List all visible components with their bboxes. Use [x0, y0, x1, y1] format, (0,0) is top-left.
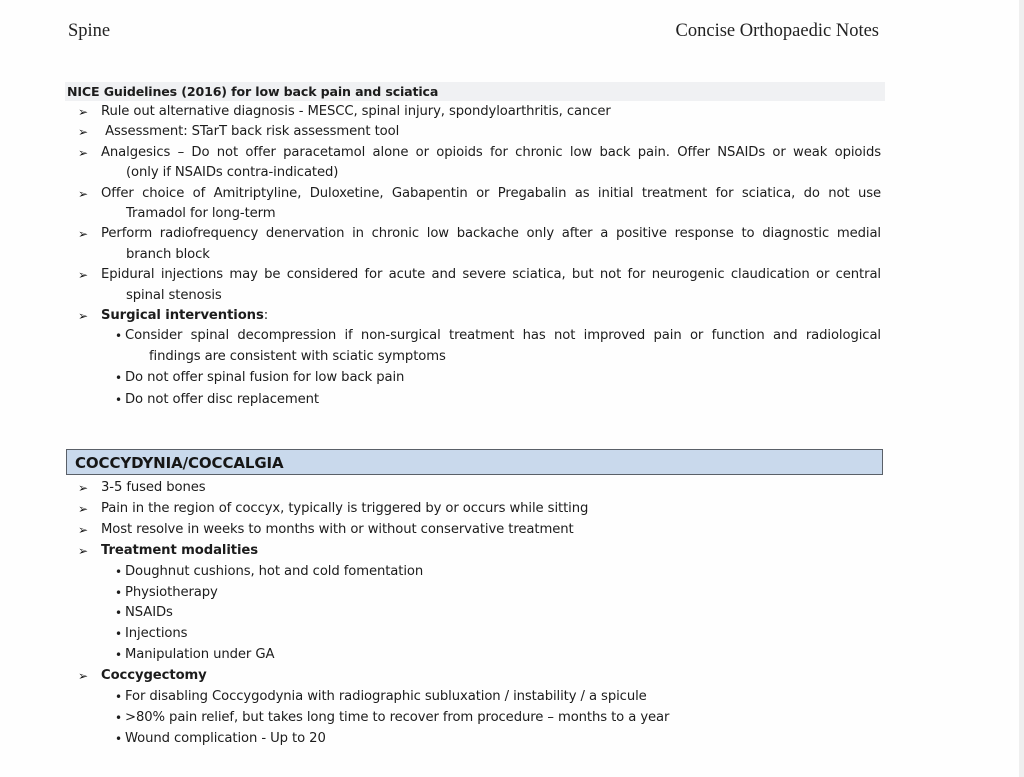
sub-list-item: • Doughnut cushions, hot and cold fomentation [78, 562, 881, 583]
arrow-bullet-icon: ➢ [78, 309, 88, 324]
sub-list-item: • >80% pain relief, but takes long time to recover from procedure – months to a year [78, 708, 881, 729]
running-head-right: Concise Orthopaedic Notes [675, 21, 879, 41]
arrow-bullet-icon: ➢ [78, 186, 88, 201]
list-item: ➢ Assessment: STarT back risk assessment tool [78, 122, 881, 142]
list-item: ➢ Epidural injections may be considered for acute and severe sciatica, but not for neurogenic claudication or central spinal stenosis [78, 267, 881, 303]
arrow-bullet-icon: ➢ [78, 125, 88, 140]
coccydynia-heading: COCCYDYNIA/COCCALGIA [66, 449, 883, 475]
list-item-surgical: ➢ Surgical interventions: • Consider spinal decompression if non-surgical treatment has not improved pain or function and radiological findings are consistent with sciatic symptoms • Do not offer spinal fusion for low back pain • Do not offer disc replacement [78, 306, 881, 410]
surgical-interventions-label: Surgical interventions [101, 308, 264, 324]
sub-list-item: • Manipulation under GA [78, 645, 881, 666]
list-item: ➢ Analgesics – Do not offer paracetamol alone or opioids for chronic low back pain. Offer NSAIDs or weak opioids (only if NSAIDs contra-indicated) [78, 144, 881, 181]
arrow-bullet-icon: ➢ [78, 522, 88, 537]
coccygectomy-label: Coccygectomy [101, 668, 207, 684]
arrow-bullet-icon: ➢ [78, 481, 88, 495]
dot-bullet-icon: • [115, 648, 122, 663]
coccydynia-list [78, 478, 881, 750]
sub-list-item: • Do not offer spinal fusion for low back pain [78, 368, 881, 388]
list-item: ➢ Pain in the region of coccyx, typically is triggered by or occurs while sitting [78, 499, 881, 520]
dot-bullet-icon: • [115, 731, 122, 746]
list-item: ➢ Offer choice of Amitriptyline, Duloxetine, Gabapentin or Pregabalin as initial treatment for sciatica, do not use Tramadol for long-term [78, 185, 881, 222]
dot-bullet-icon: • [115, 627, 122, 642]
sub-list-item: • For disabling Coccygodynia with radiographic subluxation / instability / a spicule [78, 687, 881, 708]
list-item-treatment [78, 541, 881, 666]
page-edge-strip [1019, 0, 1024, 777]
arrow-bullet-icon: ➢ [78, 543, 88, 558]
treatment-modalities-label: Treatment modalities [101, 542, 258, 558]
sub-list-item: • Do not offer disc replacement [78, 390, 881, 410]
surgical-sublist [78, 326, 881, 410]
list-item: ➢ Perform radiofrequency denervation in chronic low backache only after a positive response to diagnostic medial branch block [78, 226, 881, 262]
sub-list-item: • Physiotherapy [78, 583, 881, 604]
list-item-coccygectomy [78, 666, 881, 750]
sub-list-item: • Injections [78, 624, 881, 645]
dot-bullet-icon: • [115, 606, 122, 621]
list-item: ➢ 3-5 fused bones [78, 478, 881, 499]
arrow-bullet-icon: ➢ [78, 105, 88, 119]
arrow-bullet-icon: ➢ [78, 268, 88, 283]
arrow-bullet-icon: ➢ [78, 145, 88, 160]
treatment-sublist [78, 562, 881, 667]
dot-bullet-icon: • [115, 371, 122, 386]
list-item: ➢ Most resolve in weeks to months with or without conservative treatment [78, 520, 881, 541]
running-head-left: Spine [68, 21, 111, 41]
dot-bullet-icon: • [115, 392, 122, 407]
arrow-bullet-icon: ➢ [78, 501, 88, 516]
dot-bullet-icon: • [115, 329, 122, 344]
dot-bullet-icon: • [115, 564, 122, 579]
dot-bullet-icon: • [115, 710, 122, 725]
list-item: ➢ Rule out alternative diagnosis - MESCC, spinal injury, spondyloarthritis, cancer [78, 102, 881, 122]
sub-list-item: • NSAIDs [78, 603, 881, 624]
dot-bullet-icon: • [115, 585, 122, 600]
dot-bullet-icon: • [115, 690, 122, 705]
coccygectomy-sublist [78, 687, 881, 750]
sub-list-item: • Consider spinal decompression if non-surgical treatment has not improved pain or function and radiological findings are consistent with sciatic symptoms [115, 328, 881, 364]
nice-guidelines-list [78, 102, 881, 410]
nice-guidelines-heading: NICE Guidelines (2016) for low back pain and sciatica [65, 82, 885, 101]
sub-list-item: • Wound complication - Up to 20 [78, 729, 881, 750]
arrow-bullet-icon: ➢ [78, 669, 88, 684]
arrow-bullet-icon: ➢ [78, 227, 88, 242]
